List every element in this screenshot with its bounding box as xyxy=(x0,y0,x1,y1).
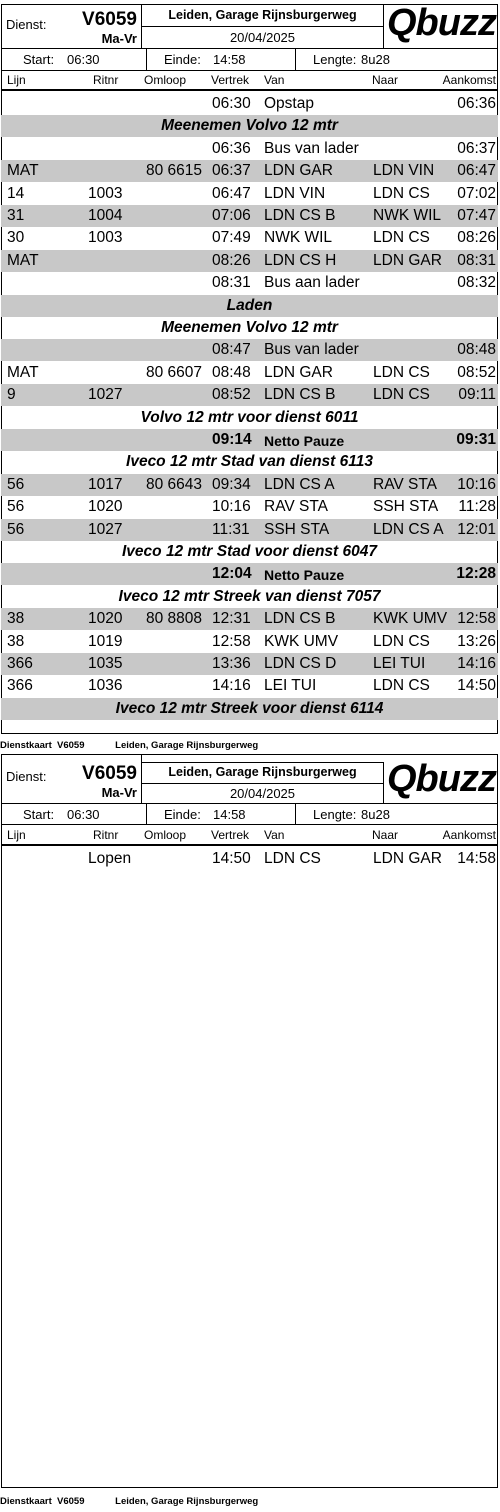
section-heading-text: Meenemen Volvo 12 mtr xyxy=(161,117,338,135)
page-footer xyxy=(0,1496,258,1507)
cell-ritnr: 1027 xyxy=(88,520,123,538)
column-headers xyxy=(1,826,498,846)
cell-vertrek: 09:14 xyxy=(212,431,252,448)
section-heading xyxy=(1,698,498,720)
einde-time: 14:58 xyxy=(213,807,246,822)
pause-row xyxy=(1,563,498,585)
trip-row xyxy=(1,339,498,361)
cell-aankomst: 13:26 xyxy=(457,632,496,650)
col-van: Van xyxy=(264,828,285,842)
cell-aankomst: 06:36 xyxy=(457,95,496,112)
cell-aankomst: 08:31 xyxy=(457,251,496,269)
cell-lijn: 56 xyxy=(7,475,25,493)
col-lijn: Lijn xyxy=(7,828,26,842)
footer-dienst: V6059 xyxy=(57,740,85,751)
cell-van: LDN CS xyxy=(264,850,321,867)
section-heading xyxy=(1,115,498,137)
cell-lijn: MAT xyxy=(7,251,39,269)
qbuzz-logo: Qbuzz xyxy=(387,758,496,800)
cell-vertrek: 12:31 xyxy=(212,610,251,628)
cell-van: RAV STA xyxy=(264,498,329,516)
cell-van: LDN CS B xyxy=(264,207,336,224)
cell-lijn: 38 xyxy=(7,632,25,650)
cell-van: LDN VIN xyxy=(264,184,326,202)
cell-van: LDN CS A xyxy=(264,475,335,493)
trip-row xyxy=(1,160,498,182)
cell-naar: LDN CS xyxy=(373,363,430,381)
trip-row xyxy=(1,519,498,541)
col-omloop: Omloop xyxy=(144,828,187,842)
cell-van: KWK UMV xyxy=(264,632,339,650)
cell-lijn: 366 xyxy=(7,655,33,672)
trip-row xyxy=(1,848,498,870)
cell-aankomst: 14:16 xyxy=(457,655,496,672)
section-heading xyxy=(1,317,498,339)
cell-van: LEI TUI xyxy=(264,677,317,695)
cell-ritnr: 1035 xyxy=(88,655,123,672)
dienstkaart-page-2 xyxy=(0,754,500,1512)
cell-ritnr: 1003 xyxy=(88,229,123,247)
cell-ritnr: 1003 xyxy=(88,184,123,202)
dienstkaart-page-1 xyxy=(0,0,500,754)
section-heading xyxy=(1,541,498,563)
lengte-label: Lengte: xyxy=(313,52,357,67)
trip-row xyxy=(1,362,498,384)
cell-lijn: 30 xyxy=(7,229,25,247)
section-heading-text: Laden xyxy=(226,296,273,314)
cell-lijn: 9 xyxy=(7,386,16,404)
trip-row xyxy=(1,474,498,496)
dienst-days: Ma-Vr xyxy=(101,31,137,46)
trip-row xyxy=(1,675,498,697)
section-heading-text: Iveco 12 mtr Streek voor dienst 6114 xyxy=(115,699,384,717)
cell-naar: LDN CS xyxy=(373,632,430,650)
trip-row xyxy=(1,631,498,653)
start-label: Start: xyxy=(23,52,55,67)
cell-ritnr: Lopen xyxy=(88,850,132,867)
cell-naar: KWK UMV xyxy=(373,610,448,628)
cell-aankomst: 12:58 xyxy=(457,610,496,628)
pause-row xyxy=(1,429,498,451)
cell-vertrek: 06:30 xyxy=(212,95,251,112)
col-naar: Naar xyxy=(372,73,399,87)
cell-omloop: 80 6615 xyxy=(146,162,203,180)
col-aankomst: Aankomst xyxy=(442,73,496,87)
section-heading-text: Iveco 12 mtr Stad van dienst 6113 xyxy=(126,453,373,471)
cell-aankomst: 07:02 xyxy=(457,184,496,202)
cell-van: LDN CS B xyxy=(264,610,336,628)
cell-vertrek: 12:04 xyxy=(212,565,252,583)
cell-vertrek: 07:06 xyxy=(212,207,251,224)
cell-vertrek: 06:37 xyxy=(212,162,251,180)
col-vertrek: Vertrek xyxy=(211,73,250,87)
cell-van: LDN CS D xyxy=(264,655,337,672)
col-van: Van xyxy=(264,73,285,87)
cell-van: Bus van lader xyxy=(264,139,359,157)
section-heading-text: Meenemen Volvo 12 mtr xyxy=(161,319,338,336)
cell-aankomst: 11:28 xyxy=(458,498,496,516)
cell-vertrek: 06:47 xyxy=(212,184,251,202)
cell-van: NWK WIL xyxy=(264,229,333,247)
cell-lijn: 38 xyxy=(7,610,25,628)
cell-lijn: 31 xyxy=(7,207,25,224)
col-naar: Naar xyxy=(372,828,399,842)
col-ritnr: Ritnr xyxy=(93,828,119,842)
cell-vertrek: 14:50 xyxy=(212,850,251,867)
cell-vertrek: 13:36 xyxy=(212,655,251,672)
cell-omloop: 80 6643 xyxy=(146,475,203,493)
trip-row xyxy=(1,227,498,249)
start-time: 06:30 xyxy=(67,807,100,822)
cell-ritnr: 1036 xyxy=(88,677,123,695)
lengte-value: 8u28 xyxy=(361,807,390,822)
trip-row xyxy=(1,496,498,518)
cell-naar: NWK WIL xyxy=(373,207,442,224)
col-aankomst: Aankomst xyxy=(442,828,496,842)
trip-row xyxy=(1,608,498,630)
cell-lijn: 56 xyxy=(7,520,25,538)
dienst-label: Dienst: xyxy=(6,17,47,32)
trip-row xyxy=(1,93,498,115)
footer-label: Dienstkaart xyxy=(0,1496,52,1507)
cell-aankomst: 06:37 xyxy=(457,139,496,157)
cell-ritnr: 1027 xyxy=(88,386,123,404)
cell-naar: SSH STA xyxy=(373,498,439,516)
start-time: 06:30 xyxy=(67,52,100,67)
cell-naar: LDN GAR xyxy=(373,251,442,269)
cell-aankomst: 06:47 xyxy=(457,162,496,180)
lengte-value: 8u28 xyxy=(361,52,390,67)
section-heading-text: Iveco 12 mtr Streek van dienst 7057 xyxy=(118,587,381,605)
trip-row xyxy=(1,183,498,205)
location-text: Leiden, Garage Rijnsburgerweg xyxy=(168,765,357,779)
cell-lijn: 14 xyxy=(7,184,25,202)
cell-aankomst: 10:16 xyxy=(457,475,496,493)
cell-vertrek: 14:16 xyxy=(212,677,251,695)
section-heading-text: Volvo 12 mtr voor dienst 6011 xyxy=(140,408,359,426)
cell-van: LDN GAR xyxy=(264,363,333,381)
cell-naar: LDN CS xyxy=(373,229,430,247)
cell-vertrek: 08:26 xyxy=(212,251,251,269)
cell-naar: LDN CS xyxy=(373,386,430,404)
cell-naar: RAV STA xyxy=(373,475,438,493)
cell-vertrek: 11:31 xyxy=(212,520,250,538)
cell-ritnr: 1020 xyxy=(88,498,123,516)
trip-row xyxy=(1,138,498,160)
cell-van: Netto Pauze xyxy=(264,567,345,584)
col-omloop: Omloop xyxy=(144,73,187,87)
trip-row xyxy=(1,384,498,406)
cell-aankomst: 14:50 xyxy=(457,677,496,695)
cell-aankomst: 09:11 xyxy=(458,386,496,404)
dienst-label: Dienst: xyxy=(6,769,47,784)
cell-aankomst: 08:26 xyxy=(457,229,496,247)
cell-vertrek: 07:49 xyxy=(212,229,251,247)
cell-lijn: 56 xyxy=(7,498,25,516)
cell-vertrek: 06:36 xyxy=(212,139,251,157)
footer-label: Dienstkaart xyxy=(0,740,52,751)
dienst-days: Ma-Vr xyxy=(101,785,137,800)
cell-vertrek: 08:47 xyxy=(212,341,251,359)
cell-lijn: 366 xyxy=(7,677,33,695)
cell-van: LDN GAR xyxy=(264,162,333,180)
trip-row xyxy=(1,272,498,294)
cell-aankomst: 08:48 xyxy=(457,341,496,359)
cell-vertrek: 12:58 xyxy=(212,632,251,650)
page-footer xyxy=(0,740,258,751)
cell-naar: LDN CS xyxy=(373,184,430,202)
section-heading xyxy=(1,407,498,429)
cell-omloop: 80 8808 xyxy=(146,610,203,628)
cell-aankomst: 12:01 xyxy=(457,520,496,538)
start-label: Start: xyxy=(23,807,55,822)
cell-van: Netto Pauze xyxy=(264,433,345,449)
footer-dienst: V6059 xyxy=(57,1496,85,1507)
cell-lijn: MAT xyxy=(7,162,39,180)
cell-naar: LDN GAR xyxy=(373,850,442,867)
section-heading xyxy=(1,586,498,608)
cell-ritnr: 1019 xyxy=(88,632,123,650)
trip-row xyxy=(1,250,498,272)
cell-aankomst: 14:58 xyxy=(457,850,496,867)
cell-ritnr: 1017 xyxy=(88,475,123,493)
cell-vertrek: 08:52 xyxy=(212,386,251,404)
cell-lijn: MAT xyxy=(7,363,39,381)
einde-label: Einde: xyxy=(164,52,201,67)
cell-naar: LDN CS xyxy=(373,677,430,695)
dienst-id: V6059 xyxy=(82,763,137,784)
cell-aankomst: 07:47 xyxy=(457,207,496,224)
col-ritnr: Ritnr xyxy=(93,73,119,87)
einde-time: 14:58 xyxy=(213,52,246,67)
section-heading xyxy=(1,451,498,473)
qbuzz-logo: Qbuzz xyxy=(387,2,496,44)
cell-omloop: 80 6607 xyxy=(146,363,203,381)
date-text: 20/04/2025 xyxy=(229,30,296,45)
cell-van: Bus van lader xyxy=(264,341,359,359)
cell-van: LDN CS B xyxy=(264,386,336,404)
cell-aankomst: 12:28 xyxy=(456,565,496,583)
col-vertrek: Vertrek xyxy=(211,828,250,842)
cell-van: LDN CS H xyxy=(264,251,337,269)
lengte-label: Lengte: xyxy=(313,807,357,822)
einde-label: Einde: xyxy=(164,807,201,822)
cell-aankomst: 08:32 xyxy=(457,274,496,292)
date-text: 20/04/2025 xyxy=(229,786,296,801)
cell-van: Bus aan lader xyxy=(264,274,360,292)
section-heading xyxy=(1,295,498,317)
cell-vertrek: 08:48 xyxy=(212,363,251,381)
footer-location: Leiden, Garage Rijnsburgerweg xyxy=(115,740,259,751)
footer-location: Leiden, Garage Rijnsburgerweg xyxy=(115,1496,259,1507)
location-text: Leiden, Garage Rijnsburgerweg xyxy=(168,8,357,22)
cell-vertrek: 08:31 xyxy=(212,274,251,292)
cell-aankomst: 08:52 xyxy=(457,363,496,381)
cell-ritnr: 1004 xyxy=(88,207,123,224)
col-lijn: Lijn xyxy=(7,73,26,87)
column-headers xyxy=(1,71,498,91)
section-heading-text: Iveco 12 mtr Stad voor dienst 6047 xyxy=(122,543,377,560)
cell-van: SSH STA xyxy=(264,520,330,538)
trip-row xyxy=(1,205,498,227)
cell-naar: LDN VIN xyxy=(373,162,435,180)
cell-naar: LDN CS A xyxy=(373,520,444,538)
cell-ritnr: 1020 xyxy=(88,610,123,628)
cell-aankomst: 09:31 xyxy=(456,431,496,448)
cell-vertrek: 09:34 xyxy=(212,475,251,493)
cell-naar: LEI TUI xyxy=(373,655,426,672)
dienst-id: V6059 xyxy=(82,9,137,30)
cell-vertrek: 10:16 xyxy=(212,498,251,516)
trip-row xyxy=(1,653,498,675)
cell-van: Opstap xyxy=(264,95,314,112)
